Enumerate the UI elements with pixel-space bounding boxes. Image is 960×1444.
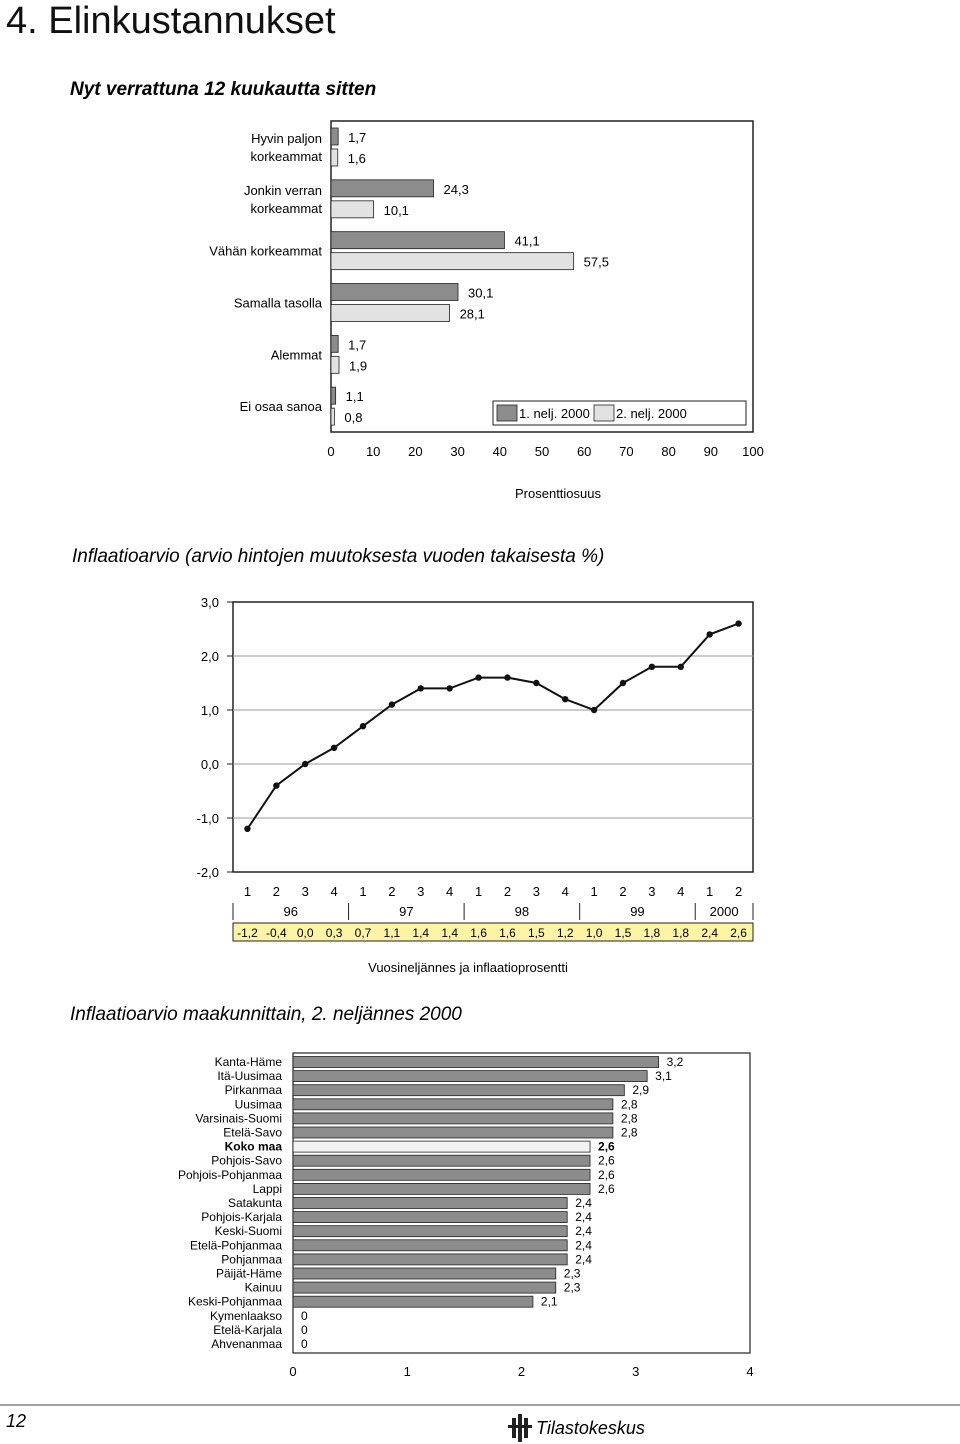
bar (293, 1099, 613, 1110)
bar-value-label: 2,8 (620, 1125, 638, 1140)
bar (293, 1085, 624, 1096)
value-table-cell: 1,6 (470, 926, 487, 940)
page-footer (0, 1405, 960, 1442)
bar-value-label: 0 (301, 1337, 308, 1351)
plot-frame (233, 602, 753, 872)
category-label: Jonkin verran (243, 182, 322, 198)
chart-title: Inflaatioarvio maakunnittain, 2. neljännes 2000 (70, 1004, 462, 1025)
value-table-cell: -0,4 (265, 926, 287, 940)
year-label: 2000 (709, 904, 739, 919)
year-label: 98 (514, 904, 530, 919)
data-point (475, 674, 481, 680)
bar (293, 1141, 590, 1152)
region-label: Pohjois-Karjala (201, 1210, 282, 1225)
data-point (360, 723, 366, 729)
value-table-cell: 1,8 (643, 926, 661, 940)
x-tick-label: 10 (365, 444, 381, 459)
page-number: 12 (6, 1411, 27, 1431)
region-label: Etelä-Pohjanmaa (189, 1238, 282, 1253)
bar (331, 232, 504, 249)
value-table-cell: 1,5 (527, 926, 545, 940)
bar (331, 128, 338, 145)
category-label: Samalla tasolla (233, 295, 322, 311)
data-point (244, 826, 250, 832)
bar (293, 1198, 567, 1209)
bar (331, 335, 338, 352)
data-point (706, 631, 712, 637)
bar-value-label: 0 (301, 1322, 308, 1337)
x-tick-label: 0 (327, 444, 335, 459)
data-point (649, 664, 655, 670)
value-table-cell: 1,1 (383, 926, 401, 940)
data-point (591, 707, 597, 713)
bar-value-label: 2,6 (598, 1139, 615, 1154)
x-tick-label: 20 (408, 444, 423, 459)
value-table-cell: 0,7 (354, 926, 372, 940)
data-point (273, 782, 279, 788)
y-tick-label: -2,0 (196, 865, 219, 880)
quarter-tick-label: 1 (359, 884, 367, 899)
inflation-line-chart (72, 546, 753, 975)
quarter-tick-label: 2 (619, 884, 627, 899)
year-label: 97 (399, 904, 414, 919)
bar (293, 1268, 556, 1279)
page-title: 4. Elinkustannukset (6, 0, 336, 42)
bar (331, 356, 339, 373)
bar (293, 1226, 567, 1237)
value-table-cell: 1,5 (614, 926, 632, 940)
x-tick-label: 4 (746, 1364, 754, 1379)
quarter-tick-label: 3 (301, 884, 309, 899)
bar (293, 1240, 567, 1251)
region-label: Varsinais-Suomi (195, 1111, 282, 1126)
bar-value-label: 2,8 (620, 1111, 638, 1126)
bar (293, 1127, 613, 1138)
legend-swatch (594, 405, 614, 421)
bar (293, 1254, 567, 1265)
data-point (446, 685, 452, 691)
y-tick-label: 3,0 (200, 595, 219, 610)
x-axis-label: Vuosineljännes ja inflaatioprosentti (368, 960, 568, 975)
year-label: 96 (283, 904, 299, 919)
x-axis-label: Prosenttiosuus (515, 486, 601, 501)
bar-value-label: 3,2 (666, 1055, 684, 1069)
category-label: Ei osaa sanoa (239, 399, 322, 415)
bar-value-label: 1,9 (349, 358, 368, 374)
region-label: Ahvenanmaa (211, 1337, 282, 1351)
bar (293, 1296, 533, 1307)
quarter-tick-label: 1 (590, 884, 598, 899)
logo-text: Tilastokeskus (536, 1418, 645, 1438)
bar (331, 284, 458, 301)
bar-value-label: 2,4 (575, 1252, 592, 1267)
category-label: Vähän korkeammat (209, 243, 322, 259)
bar-value-label: 10,1 (383, 202, 409, 218)
quarter-tick-label: 2 (272, 884, 280, 899)
x-tick-label: 3 (632, 1364, 640, 1379)
region-label: Pohjois-Savo (211, 1153, 282, 1168)
bar-value-label: 0 (301, 1308, 308, 1323)
bar (331, 305, 450, 322)
data-point (504, 674, 510, 680)
quarter-tick-label: 1 (474, 884, 483, 899)
quarter-tick-label: 2 (503, 884, 512, 899)
bar (331, 408, 334, 425)
bar-value-label: 1,1 (345, 389, 364, 405)
x-tick-label: 1 (403, 1364, 411, 1379)
value-table-cell: 2,4 (701, 926, 719, 940)
bar-value-label: 0,8 (344, 410, 363, 426)
bar-value-label: 2,6 (598, 1167, 615, 1182)
region-label: Keski-Pohjanmaa (187, 1294, 282, 1309)
quarter-tick-label: 4 (446, 884, 454, 899)
region-label: Uusimaa (234, 1097, 282, 1112)
bar-value-label: 41,1 (514, 233, 540, 249)
region-label: Satakunta (227, 1196, 282, 1210)
bar (331, 387, 336, 404)
legend (493, 401, 746, 425)
value-table-cell: 1,0 (585, 926, 603, 940)
bar-value-label: 2,6 (598, 1153, 615, 1168)
x-tick-label: 40 (492, 444, 508, 459)
legend-label: 2. nelj. 2000 (616, 406, 687, 421)
chart-title: Inflaatioarvio (arvio hintojen muutoksesta vuoden takaisesta %) (72, 546, 605, 567)
x-tick-label: 90 (703, 444, 719, 459)
y-tick-label: 1,0 (200, 703, 219, 718)
bar (331, 201, 374, 218)
data-point (389, 701, 395, 707)
bar (293, 1113, 613, 1124)
quarter-tick-label: 3 (417, 884, 425, 899)
value-table-cell: 0,0 (296, 926, 314, 940)
bar-value-label: 2,6 (598, 1181, 615, 1196)
bar-value-label: 24,3 (443, 181, 469, 197)
x-tick-label: 50 (534, 444, 550, 459)
y-tick-label: 2,0 (200, 649, 219, 664)
region-label: Keski-Suomi (214, 1224, 282, 1239)
data-point (418, 685, 424, 691)
value-table-cell: 1,4 (412, 926, 430, 940)
data-point (562, 696, 568, 702)
chart-title: Nyt verrattuna 12 kuukautta sitten (70, 79, 377, 100)
bar-value-label: 57,5 (583, 254, 609, 270)
bar-value-label: 1,7 (348, 337, 367, 353)
bar (293, 1155, 590, 1166)
plot-frame (331, 121, 753, 432)
data-point (331, 745, 337, 751)
quarter-tick-label: 4 (561, 884, 569, 899)
year-label: 99 (630, 904, 645, 919)
bar-value-label: 2,4 (575, 1210, 592, 1225)
bar-value-label: 2,1 (540, 1294, 558, 1309)
bar (331, 180, 434, 197)
region-label: Itä-Uusimaa (217, 1069, 282, 1084)
category-label: korkeammat (250, 200, 322, 216)
region-label: Kainuu (244, 1280, 282, 1295)
data-point (620, 680, 626, 686)
data-point (533, 680, 539, 686)
quarter-tick-label: 1 (706, 884, 714, 899)
x-tick-label: 80 (661, 444, 676, 459)
data-point (735, 620, 741, 626)
bar (293, 1169, 590, 1180)
region-label: Etelä-Savo (223, 1125, 282, 1140)
region-label: Kymenlaakso (209, 1308, 282, 1323)
data-point (678, 664, 684, 670)
bar-value-label: 2,3 (563, 1266, 581, 1281)
bar (331, 149, 338, 166)
x-tick-label: 100 (742, 444, 764, 459)
quarter-tick-label: 2 (734, 884, 743, 899)
tilastokeskus-logo-icon (508, 1414, 532, 1442)
legend-swatch (497, 405, 517, 421)
legend-label: 1. nelj. 2000 (519, 406, 590, 421)
value-table-cell: 1,8 (672, 926, 690, 940)
bar (293, 1057, 659, 1068)
bar (293, 1183, 590, 1194)
quarter-tick-label: 4 (677, 884, 685, 899)
bar-value-label: 1,6 (347, 151, 366, 166)
value-table-cell: 2,6 (730, 926, 747, 940)
y-tick-label: -1,0 (196, 811, 219, 826)
region-label: Koko maa (224, 1139, 282, 1154)
bar-value-label: 2,8 (620, 1097, 638, 1112)
bar-value-label: 2,3 (563, 1280, 581, 1295)
value-table-cell: 0,3 (325, 926, 343, 940)
regional-inflation-bar-chart (70, 1004, 754, 1379)
x-tick-label: 0 (289, 1364, 297, 1379)
category-label: Alemmat (270, 347, 322, 363)
bar-value-label: 2,4 (575, 1196, 592, 1210)
bar (293, 1282, 556, 1293)
region-label: Pirkanmaa (224, 1083, 282, 1098)
bar (331, 253, 574, 270)
bar-value-label: 2,4 (575, 1238, 592, 1253)
region-label: Kanta-Häme (214, 1055, 282, 1069)
bar-value-label: 30,1 (468, 285, 494, 301)
quarter-tick-label: 3 (648, 884, 656, 899)
bar (293, 1212, 567, 1223)
inflation-series-line (247, 624, 738, 829)
quarter-tick-label: 1 (243, 884, 252, 899)
value-table-cell: 1,6 (499, 926, 516, 940)
category-label: korkeammat (250, 148, 322, 164)
x-tick-label: 2 (517, 1364, 526, 1379)
category-label: Hyvin paljon (251, 130, 322, 146)
opinion-bar-chart (70, 79, 764, 501)
region-label: Pohjanmaa (221, 1252, 282, 1267)
bar-value-label: 3,1 (655, 1069, 672, 1084)
x-tick-label: 60 (576, 444, 592, 459)
quarter-tick-label: 2 (388, 884, 396, 899)
y-tick-label: 0,0 (200, 757, 219, 772)
data-point (302, 761, 308, 767)
region-label: Lappi (252, 1181, 282, 1196)
bar-value-label: 2,9 (632, 1083, 650, 1098)
value-table-cell: 1,2 (556, 926, 574, 940)
value-table-cell: 1,4 (441, 926, 459, 940)
x-tick-label: 30 (450, 444, 465, 459)
quarter-tick-label: 4 (330, 884, 338, 899)
region-label: Päijät-Häme (215, 1266, 282, 1281)
bar-value-label: 1,7 (348, 130, 367, 145)
bar-value-label: 2,4 (575, 1224, 592, 1239)
region-label: Etelä-Karjala (213, 1322, 282, 1337)
bar (293, 1071, 647, 1082)
quarter-tick-label: 3 (532, 884, 540, 899)
bar-value-label: 28,1 (459, 306, 485, 322)
value-table-cell: -1,2 (237, 926, 258, 940)
region-label: Pohjois-Pohjanmaa (177, 1167, 282, 1182)
x-tick-label: 70 (619, 444, 634, 459)
